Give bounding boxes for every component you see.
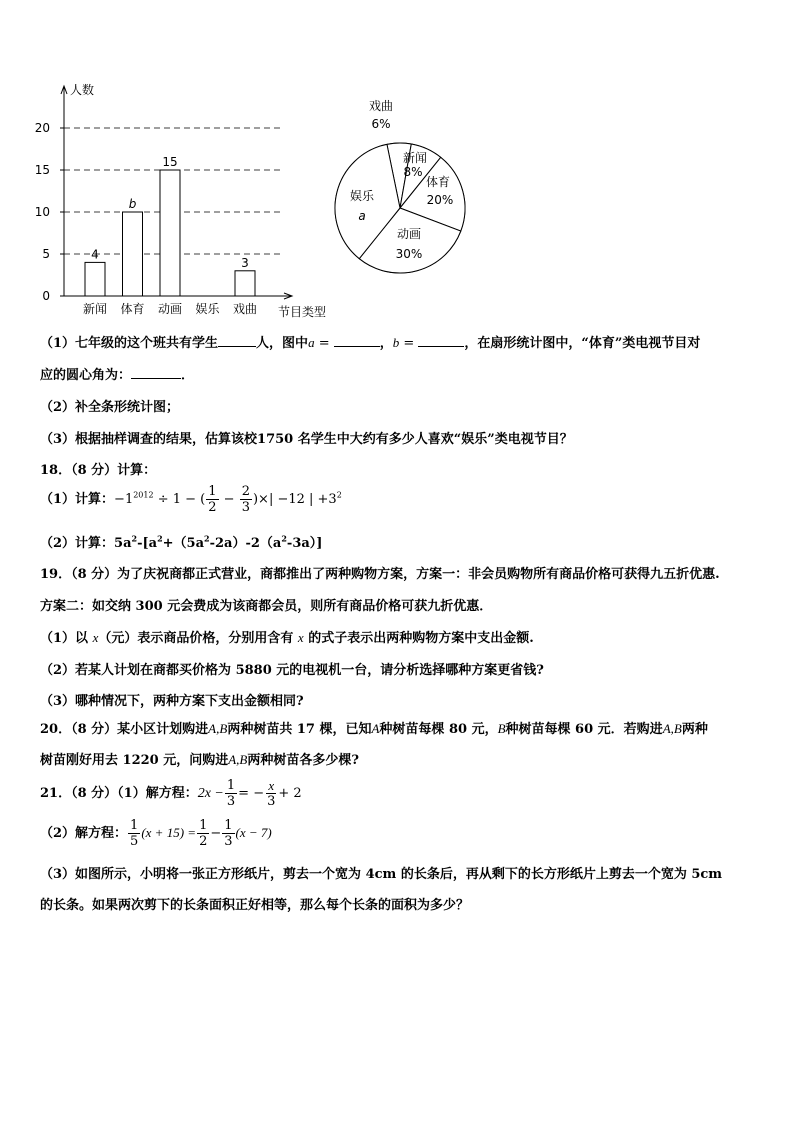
bar-value-label: 3 bbox=[241, 255, 249, 270]
pie-slice-value: 8% bbox=[403, 165, 423, 179]
bar bbox=[85, 262, 105, 296]
pie-slice-label: 戏曲 bbox=[368, 99, 394, 113]
q21-part2: （2）解方程： $\frac{1}{5}$ (x + 15) = $\frac{1}{2}$ − $\frac{1}{3}$ (x − 7) bbox=[40, 818, 272, 849]
q19-line2: 方案二：如交纳 300 元会费成为该商都会员，则所有商品价格可获九折优惠． bbox=[40, 599, 493, 614]
q19-part3: （3）哪种情况下，两种方案下支出金额相同? bbox=[40, 694, 304, 709]
bar bbox=[235, 271, 255, 296]
bar bbox=[123, 212, 143, 296]
q17-part1-line2: 应的圆心角为： ． bbox=[40, 368, 195, 383]
y-tick-label: 20 bbox=[34, 121, 50, 135]
q18-title: 18．（8 分）计算： bbox=[40, 463, 157, 478]
bar-value-label: b bbox=[128, 197, 137, 211]
pie-slice-label: 新闻 bbox=[402, 151, 428, 165]
y-axis-label: 人数 bbox=[70, 83, 95, 97]
x-axis-label: 节目类型 bbox=[278, 305, 327, 319]
bar-chart bbox=[30, 78, 350, 328]
q17-part2: （2）补全条形统计图； bbox=[40, 400, 180, 415]
q21-part3-line2: 的长条。如果两次剪下的长条面积正好相等，那么每个长条的面积为多少？ bbox=[40, 898, 470, 913]
q18-part2: （2）计算：$5a^2-[a^2+(5a^2-2a)-2(a^2-3a)]$ bbox=[40, 533, 323, 551]
q20-line1: 20．（8 分）某小区计划购进A,B两种树苗共 17 棵，已知A种树苗每棵 80 元，B种树苗每棵 60 元．若购进A,B两种 bbox=[40, 721, 708, 737]
bar-value-label: 15 bbox=[162, 155, 178, 169]
pie-slice-value: a bbox=[358, 209, 366, 223]
pie-slice-value: 30% bbox=[395, 247, 423, 261]
x-tick-label: 动画 bbox=[157, 302, 183, 316]
pie-slice-value: 6% bbox=[371, 117, 391, 131]
bar bbox=[160, 170, 180, 296]
y-tick-label: 15 bbox=[34, 163, 50, 177]
x-tick-label: 新闻 bbox=[82, 302, 108, 316]
q19-line1: 19．（8 分）为了庆祝商都正式营业，商都推出了两种购物方案，方案一：非会员购物所有商品价格可获得九五折优惠. bbox=[40, 567, 720, 582]
pie-slice-label: 动画 bbox=[396, 227, 422, 241]
x-tick-label: 戏曲 bbox=[232, 302, 258, 316]
q21-part3-line1: （3）如图所示，小明将一张正方形纸片，剪去一个宽为 4cm 的长条后，再从剩下的长方形纸片上剪去一个宽为 5cm bbox=[40, 867, 723, 882]
pie-slice-label: 体育 bbox=[425, 175, 451, 189]
q18-part1: （1）计算：$-1^{2012} \div 1$ − ( $\frac{1}{2}$ − $\frac{2}{3}$ )×| −12 | $+3^2$ bbox=[40, 484, 342, 515]
q20-line2: 树苗刚好用去 1220 元，问购进A,B两种树苗各多少棵? bbox=[40, 752, 359, 768]
q19-part1: （1）以 x（元）表示商品价格，分别用含有 x 的式子表示出两种购物方案中支出金额. bbox=[40, 630, 534, 646]
q17-part1: （1）七年级的这个班共有学生 人，图中a = ，b = ，在扇形统计图中，“体育”类电视节目对 bbox=[40, 335, 701, 351]
x-tick-label: 体育 bbox=[120, 302, 145, 316]
q21-part1: 21．（8 分）（1）解方程：2x − $\frac{1}{3}$ = − $\frac{x}{3}$ + 2 bbox=[40, 778, 302, 809]
pie-slice-value: 20% bbox=[426, 193, 454, 207]
y-tick-label: 0 bbox=[42, 289, 50, 303]
pie-slice-label: 娱乐 bbox=[349, 189, 375, 203]
y-tick-label: 10 bbox=[34, 205, 50, 219]
bar-value-label: 4 bbox=[91, 247, 99, 262]
x-tick-label: 娱乐 bbox=[195, 302, 220, 316]
pie-chart bbox=[325, 90, 485, 280]
y-tick-label: 5 bbox=[42, 247, 50, 261]
q19-part2: （2）若某人计划在商都买价格为 5880 元的电视机一台，请分析选择哪种方案更省钱? bbox=[40, 663, 544, 678]
q17-part3: （3）根据抽样调查的结果，估算该校1750 名学生中大约有多少人喜欢“娱乐”类电视节目？ bbox=[40, 432, 573, 447]
